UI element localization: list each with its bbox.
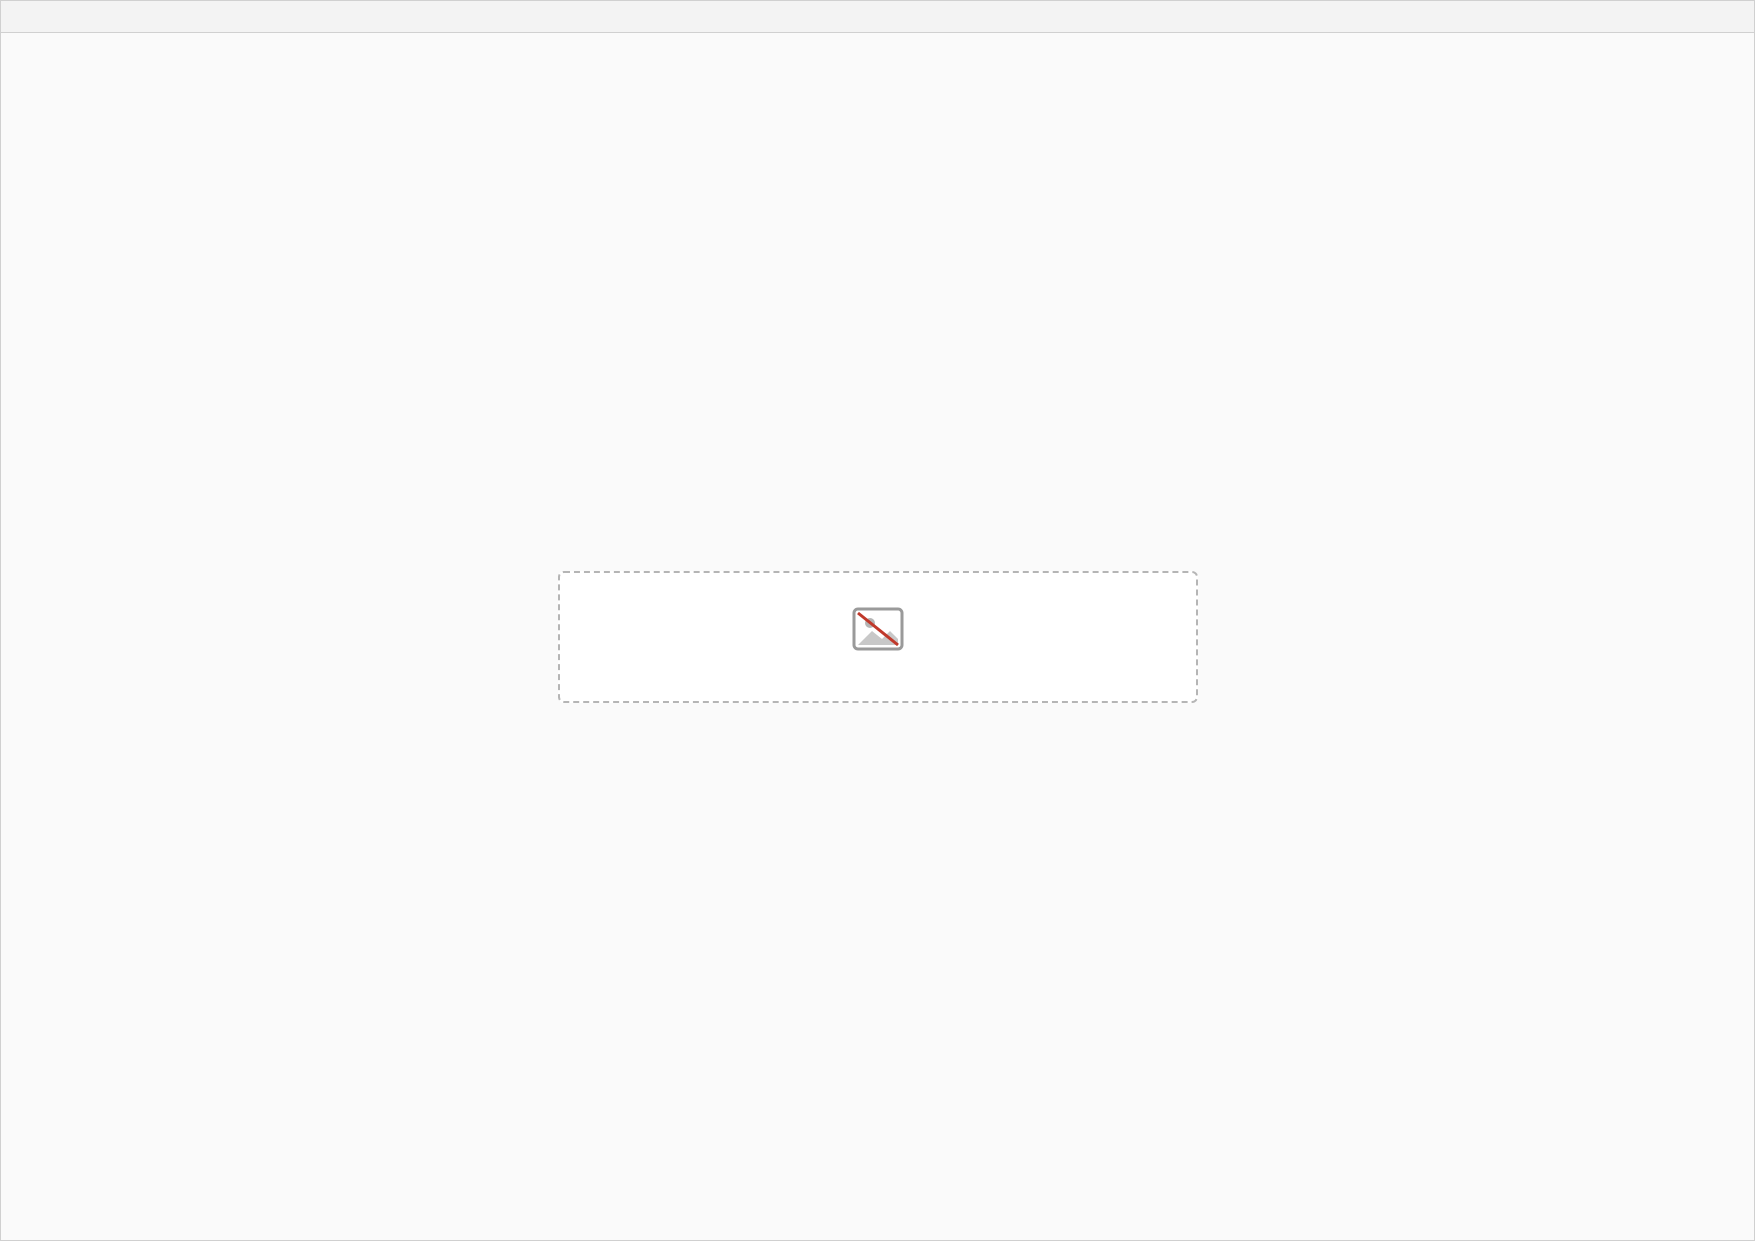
main-content [1, 33, 1754, 1240]
image-missing-icon [850, 601, 906, 657]
title-bar [1, 1, 1754, 33]
missing-screenshot-placeholder [558, 571, 1198, 703]
